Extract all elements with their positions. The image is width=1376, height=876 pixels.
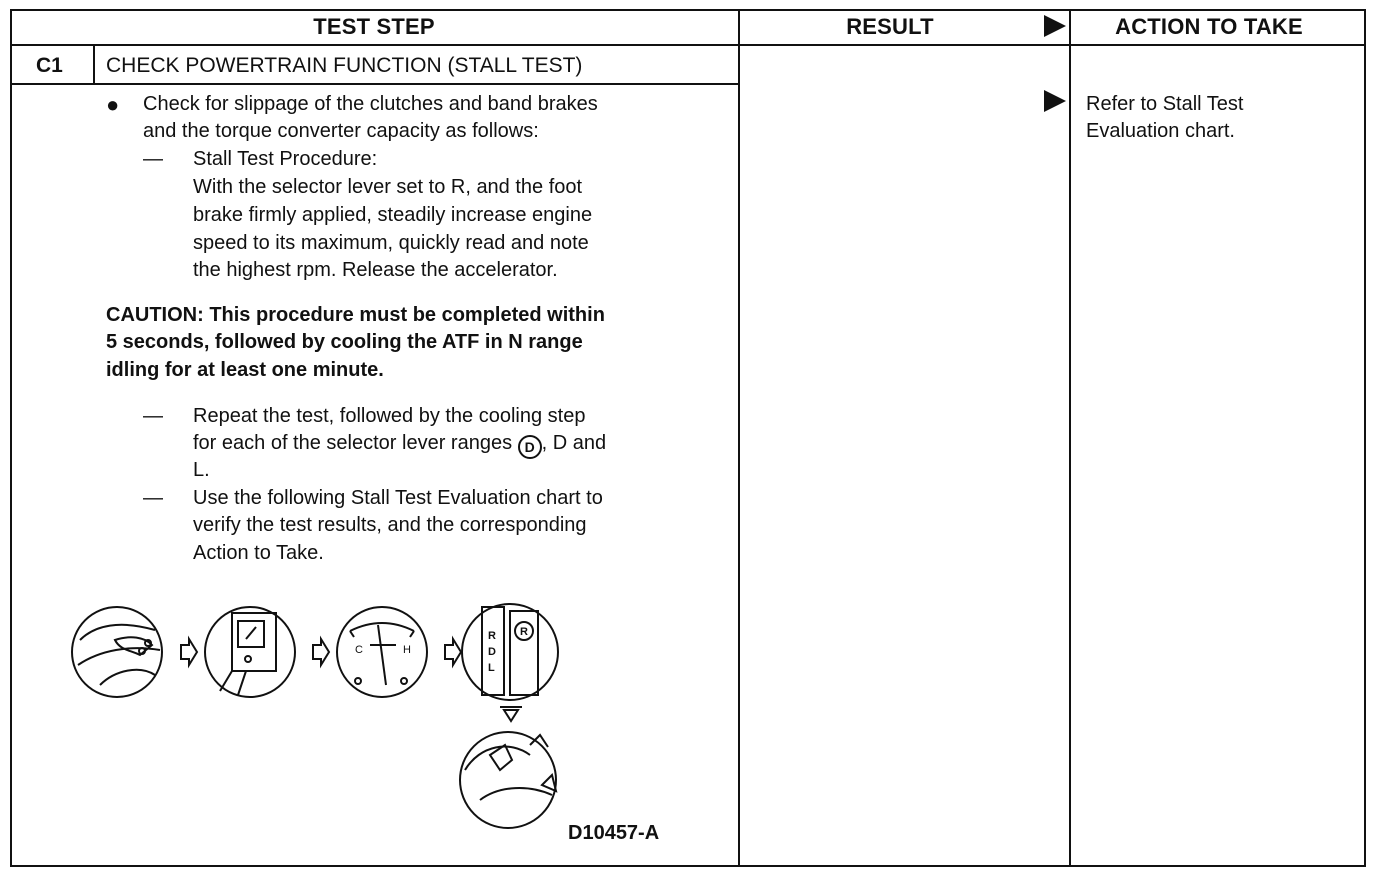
action-line-2: Evaluation chart. (1086, 120, 1235, 142)
action-arrow-icon (1044, 90, 1066, 112)
dash2-line-1: Repeat the test, followed by the cooling step (193, 405, 586, 427)
step-title-divider (10, 83, 739, 85)
caution-line-1: CAUTION: This procedure must be completed within (106, 304, 605, 326)
sequence-arrow-icon (313, 639, 329, 665)
step-title: CHECK POWERTRAIN FUNCTION (STALL TEST) (106, 54, 583, 77)
dash1-line-2: With the selector lever set to R, and the foot (193, 176, 583, 198)
dash3-line-1: Use the following Stall Test Evaluation chart to (193, 487, 603, 509)
dash3-line-3: Action to Take. (193, 542, 324, 564)
dash1-line-4: speed to its maximum, quickly read and note (193, 232, 589, 254)
stall-test-illustration (60, 595, 580, 855)
header-result: RESULT (846, 14, 934, 39)
result-arrow-icon (1044, 15, 1066, 37)
bullet-line-1: Check for slippage of the clutches and band brakes (143, 93, 598, 115)
gauge-hot-label: H (403, 644, 411, 656)
header-divider (10, 44, 1366, 46)
dash1-line-3: brake firmly applied, steadily increase engine (193, 204, 593, 226)
lever-selected-label: R (520, 626, 528, 638)
header-action: ACTION TO TAKE (1115, 14, 1303, 39)
sequence-down-arrow-icon (500, 707, 522, 721)
action-line-1: Refer to Stall Test (1086, 93, 1244, 115)
dash2-line-2-end: , D and (541, 432, 607, 454)
dash2-line-3: L. (193, 459, 210, 481)
dash3-line-2: verify the test results, and the corresponding (193, 514, 587, 536)
lever-label-l: L (488, 662, 495, 674)
figure-caption: D10457-A (568, 822, 660, 844)
bullet-line-2: and the torque converter capacity as follows: (143, 120, 539, 142)
step-id: C1 (36, 54, 63, 77)
bullet-icon: ● (106, 92, 120, 117)
accelerator-release-icon (460, 732, 556, 828)
header-test-step: TEST STEP (313, 14, 435, 39)
dash2-line-2-text: for each of the selector lever ranges (193, 432, 513, 454)
caution-line-3: idling for at least one minute. (106, 359, 384, 381)
dash1-line-1: Stall Test Procedure: (193, 148, 378, 170)
tachometer-icon (205, 607, 295, 697)
overdrive-d-icon: D (518, 435, 542, 459)
foot-brake-icon (72, 607, 162, 697)
dash-icon: — (143, 487, 163, 509)
column-divider-action (1069, 9, 1071, 867)
dash-icon: — (143, 405, 163, 427)
temperature-gauge-icon (337, 607, 427, 697)
dash1-line-5: the highest rpm. Release the accelerator. (193, 259, 558, 281)
sequence-arrow-icon (181, 639, 197, 665)
lever-label-d: D (488, 646, 496, 658)
lever-label-r: R (488, 630, 496, 642)
column-divider-result (738, 9, 740, 867)
caution-line-2: 5 seconds, followed by cooling the ATF in N range (106, 331, 583, 353)
step-id-divider (93, 45, 95, 84)
dash2-line-2 (193, 430, 606, 459)
sequence-arrow-icon (445, 639, 461, 665)
gauge-cold-label: C (355, 644, 363, 656)
dash-icon: — (143, 148, 163, 170)
selector-lever-icon (462, 604, 558, 700)
